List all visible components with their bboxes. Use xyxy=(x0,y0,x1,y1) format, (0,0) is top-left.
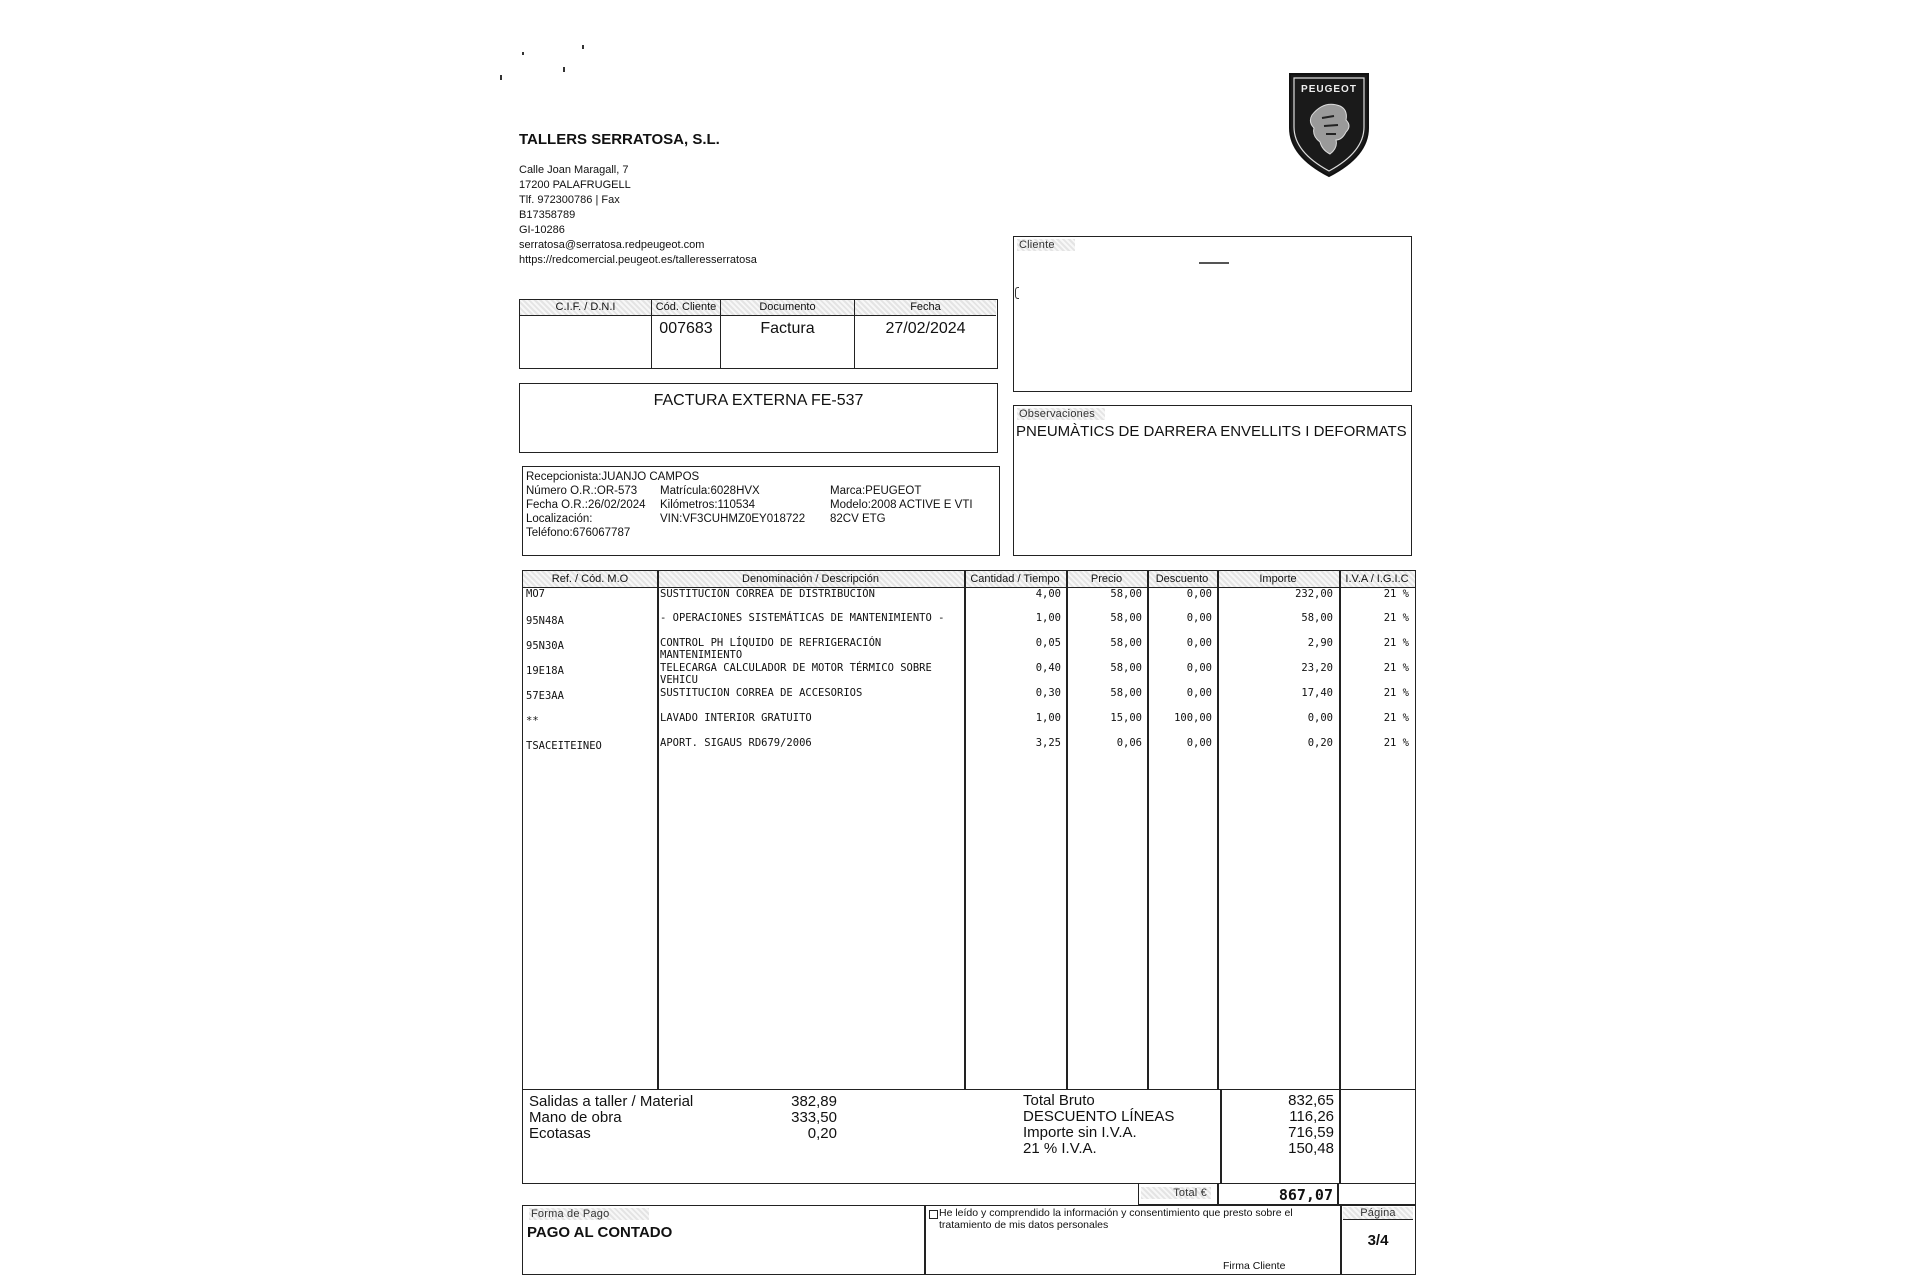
client-code-column xyxy=(652,300,721,368)
grand-total-value: 867,07 xyxy=(1278,1186,1333,1204)
company-website: https://redcomercial.peugeot.es/talleresserratosa xyxy=(519,254,757,266)
row-description: SUSTITUCIÓN CORREA DE DISTRIBUCIÓN xyxy=(660,588,875,600)
table-row xyxy=(523,737,1415,761)
col-header-price: Precio xyxy=(1066,571,1147,588)
or-number: Número O.R.:OR-573 xyxy=(526,485,638,497)
payment-method-value: PAGO AL CONTADO xyxy=(527,1224,673,1241)
row-discount: 0,00 xyxy=(1186,662,1212,674)
line-discount-label: DESCUENTO LÍNEAS xyxy=(1023,1108,1175,1125)
row-description: APORT. SIGAUS RD679/2006 xyxy=(660,737,812,749)
grand-total-row xyxy=(1138,1183,1416,1205)
date-column xyxy=(855,300,996,368)
consent-box xyxy=(924,1205,1342,1275)
line-discount-value: 116,26 xyxy=(1289,1108,1334,1125)
row-vat: 21 % xyxy=(1383,687,1409,699)
col-header-ref: Ref. / Cód. M.O xyxy=(523,571,657,588)
vat-label: 21 % I.V.A. xyxy=(1023,1140,1097,1157)
company-tax-id: B17358789 xyxy=(519,209,576,221)
row-quantity: 0,40 xyxy=(1035,662,1061,674)
material-value: 382,89 xyxy=(791,1093,837,1110)
page-label: Página xyxy=(1343,1207,1413,1220)
company-phone: Tlf. 972300786 | Fax xyxy=(519,194,620,206)
row-amount: 17,40 xyxy=(1301,687,1333,699)
page-number-box xyxy=(1340,1205,1416,1275)
row-discount: 0,00 xyxy=(1186,637,1212,649)
ecotax-value: 0,20 xyxy=(807,1125,837,1142)
document-column xyxy=(721,300,855,368)
document-value: Factura xyxy=(760,320,815,337)
scan-speck xyxy=(522,52,524,55)
company-address: Calle Joan Maragall, 7 xyxy=(519,164,629,176)
row-discount: 0,00 xyxy=(1186,687,1212,699)
redacted-mark xyxy=(1015,287,1019,299)
ecotax-label: Ecotasas xyxy=(529,1125,591,1142)
payment-method-box xyxy=(522,1205,926,1275)
row-description: - OPERACIONES SISTEMÁTICAS DE MANTENIMIENTO - xyxy=(660,612,945,624)
scan-speck xyxy=(582,45,584,49)
company-city: 17200 PALAFRUGELL xyxy=(519,179,631,191)
col-header-description: Denominación / Descripción xyxy=(657,571,964,588)
model: Modelo:2008 ACTIVE E VTI xyxy=(830,499,973,511)
cif-column xyxy=(520,300,652,368)
peugeot-lion-shield-icon xyxy=(1282,70,1376,180)
net-amount-label: Importe sin I.V.A. xyxy=(1023,1124,1137,1141)
row-description: TELECARGA CALCULADOR DE MOTOR TÉRMICO SOBRE xyxy=(660,662,932,674)
row-description-continued: VEHICU xyxy=(660,674,698,686)
scan-speck xyxy=(563,67,565,72)
brand: Marca:PEUGEOT xyxy=(830,485,922,497)
row-discount: 100,00 xyxy=(1174,712,1212,724)
company-name: TALLERS SERRATOSA, S.L. xyxy=(519,131,720,148)
repair-order-box xyxy=(522,466,1000,556)
grand-total-label: Total € xyxy=(1141,1187,1211,1199)
row-ref: 95N48A xyxy=(526,615,564,627)
row-amount: 232,00 xyxy=(1295,588,1333,600)
phone: Teléfono:676067787 xyxy=(526,527,631,539)
material-label: Salidas a taller / Material xyxy=(529,1093,694,1110)
company-info xyxy=(519,163,757,268)
row-vat: 21 % xyxy=(1383,637,1409,649)
license-plate: Matrícula:6028HVX xyxy=(660,485,760,497)
payment-method-label: Forma de Pago xyxy=(529,1208,649,1220)
row-vat: 21 % xyxy=(1383,612,1409,624)
row-ref: 19E18A xyxy=(526,665,564,677)
date-header: Fecha xyxy=(855,300,996,316)
row-quantity: 4,00 xyxy=(1035,588,1061,600)
row-quantity: 3,25 xyxy=(1035,737,1061,749)
client-label: Cliente xyxy=(1017,239,1075,251)
client-signature-label: Firma Cliente xyxy=(1223,1260,1286,1272)
client-code-header: Cód. Cliente xyxy=(652,300,720,316)
row-amount: 58,00 xyxy=(1301,612,1333,624)
col-header-vat: I.V.A / I.G.I.C xyxy=(1339,571,1415,588)
row-price: 15,00 xyxy=(1110,712,1142,724)
row-vat: 21 % xyxy=(1383,662,1409,674)
table-row xyxy=(523,687,1415,711)
row-ref: MO7 xyxy=(526,588,545,600)
row-discount: 0,00 xyxy=(1186,737,1212,749)
row-amount: 0,00 xyxy=(1307,712,1333,724)
row-amount: 0,20 xyxy=(1307,737,1333,749)
row-price: 58,00 xyxy=(1110,588,1142,600)
labour-value: 333,50 xyxy=(791,1109,837,1126)
gross-total-value: 832,65 xyxy=(1288,1092,1334,1109)
document-header-table xyxy=(519,299,998,369)
consent-text: He leído y comprendido la información y consentimiento que presto sobre el xyxy=(939,1207,1293,1219)
redacted-mark xyxy=(1199,262,1229,264)
total-divider xyxy=(1337,1184,1339,1204)
row-price: 58,00 xyxy=(1110,687,1142,699)
row-description: SUSTITUCION CORREA DE ACCESORIOS xyxy=(660,687,863,699)
table-row xyxy=(523,612,1415,636)
observations-text: PNEUMÀTICS DE DARRERA ENVELLITS I DEFORMATS xyxy=(1016,423,1407,440)
row-amount: 23,20 xyxy=(1301,662,1333,674)
observations-box xyxy=(1013,405,1412,556)
row-vat: 21 % xyxy=(1383,737,1409,749)
totals-box xyxy=(522,1089,1416,1184)
labour-label: Mano de obra xyxy=(529,1109,622,1126)
row-quantity: 0,30 xyxy=(1035,687,1061,699)
row-price: 0,06 xyxy=(1116,737,1142,749)
or-date: Fecha O.R.:26/02/2024 xyxy=(526,499,646,511)
document-header: Documento xyxy=(721,300,854,316)
row-ref: ** xyxy=(526,715,539,727)
row-description-continued: MANTENIMIENTO xyxy=(660,649,743,661)
date-value: 27/02/2024 xyxy=(885,320,966,337)
col-header-quantity: Cantidad / Tiempo xyxy=(964,571,1066,588)
cif-header: C.I.F. / D.N.I xyxy=(520,300,651,316)
col-header-discount: Descuento xyxy=(1147,571,1217,588)
consent-checkbox[interactable] xyxy=(929,1210,938,1219)
location: Localización: xyxy=(526,513,593,525)
vat-value: 150,48 xyxy=(1288,1140,1334,1157)
gross-total-label: Total Bruto xyxy=(1023,1092,1095,1109)
row-description: CONTROL PH LÍQUIDO DE REFRIGERACIÓN xyxy=(660,637,882,649)
scan-speck xyxy=(500,75,502,80)
consent-text-continued: tratamiento de mis datos personales xyxy=(939,1219,1109,1231)
observations-label: Observaciones xyxy=(1017,408,1105,420)
client-box xyxy=(1013,236,1412,392)
company-registry: GI-10286 xyxy=(519,224,565,236)
table-row xyxy=(523,662,1415,686)
vin: VIN:VF3CUHMZ0EY018722 xyxy=(660,513,806,525)
row-discount: 0,00 xyxy=(1186,612,1212,624)
row-amount: 2,90 xyxy=(1307,637,1333,649)
kilometers: Kilómetros:110534 xyxy=(660,499,756,511)
row-quantity: 1,00 xyxy=(1035,612,1061,624)
row-discount: 0,00 xyxy=(1186,588,1212,600)
model-detail: 82CV ETG xyxy=(830,513,886,525)
receptionist: Recepcionista:JUANJO CAMPOS xyxy=(526,471,700,483)
table-row xyxy=(523,637,1415,661)
row-ref: 95N30A xyxy=(526,640,564,652)
row-vat: 21 % xyxy=(1383,712,1409,724)
row-description: LAVADO INTERIOR GRATUITO xyxy=(660,712,812,724)
logo-text: PEUGEOT xyxy=(1301,84,1357,95)
invoice-title-box xyxy=(519,383,998,453)
page-number: 3/4 xyxy=(1367,1232,1389,1249)
row-price: 58,00 xyxy=(1110,662,1142,674)
row-quantity: 0,05 xyxy=(1035,637,1061,649)
col-header-amount: Importe xyxy=(1217,571,1339,588)
totals-divider xyxy=(1339,1090,1341,1183)
row-quantity: 1,00 xyxy=(1035,712,1061,724)
table-row xyxy=(523,588,1415,612)
table-row xyxy=(523,712,1415,736)
company-email: serratosa@serratosa.redpeugeot.com xyxy=(519,239,705,251)
invoice-lines-table xyxy=(522,570,1416,1090)
client-code-value: 007683 xyxy=(659,320,713,337)
row-ref: 57E3AA xyxy=(526,690,564,702)
row-ref: TSACEITEINEO xyxy=(526,740,602,752)
row-price: 58,00 xyxy=(1110,637,1142,649)
invoice-title: FACTURA EXTERNA FE-537 xyxy=(653,392,864,409)
net-amount-value: 716,59 xyxy=(1288,1124,1334,1141)
row-vat: 21 % xyxy=(1383,588,1409,600)
row-price: 58,00 xyxy=(1110,612,1142,624)
